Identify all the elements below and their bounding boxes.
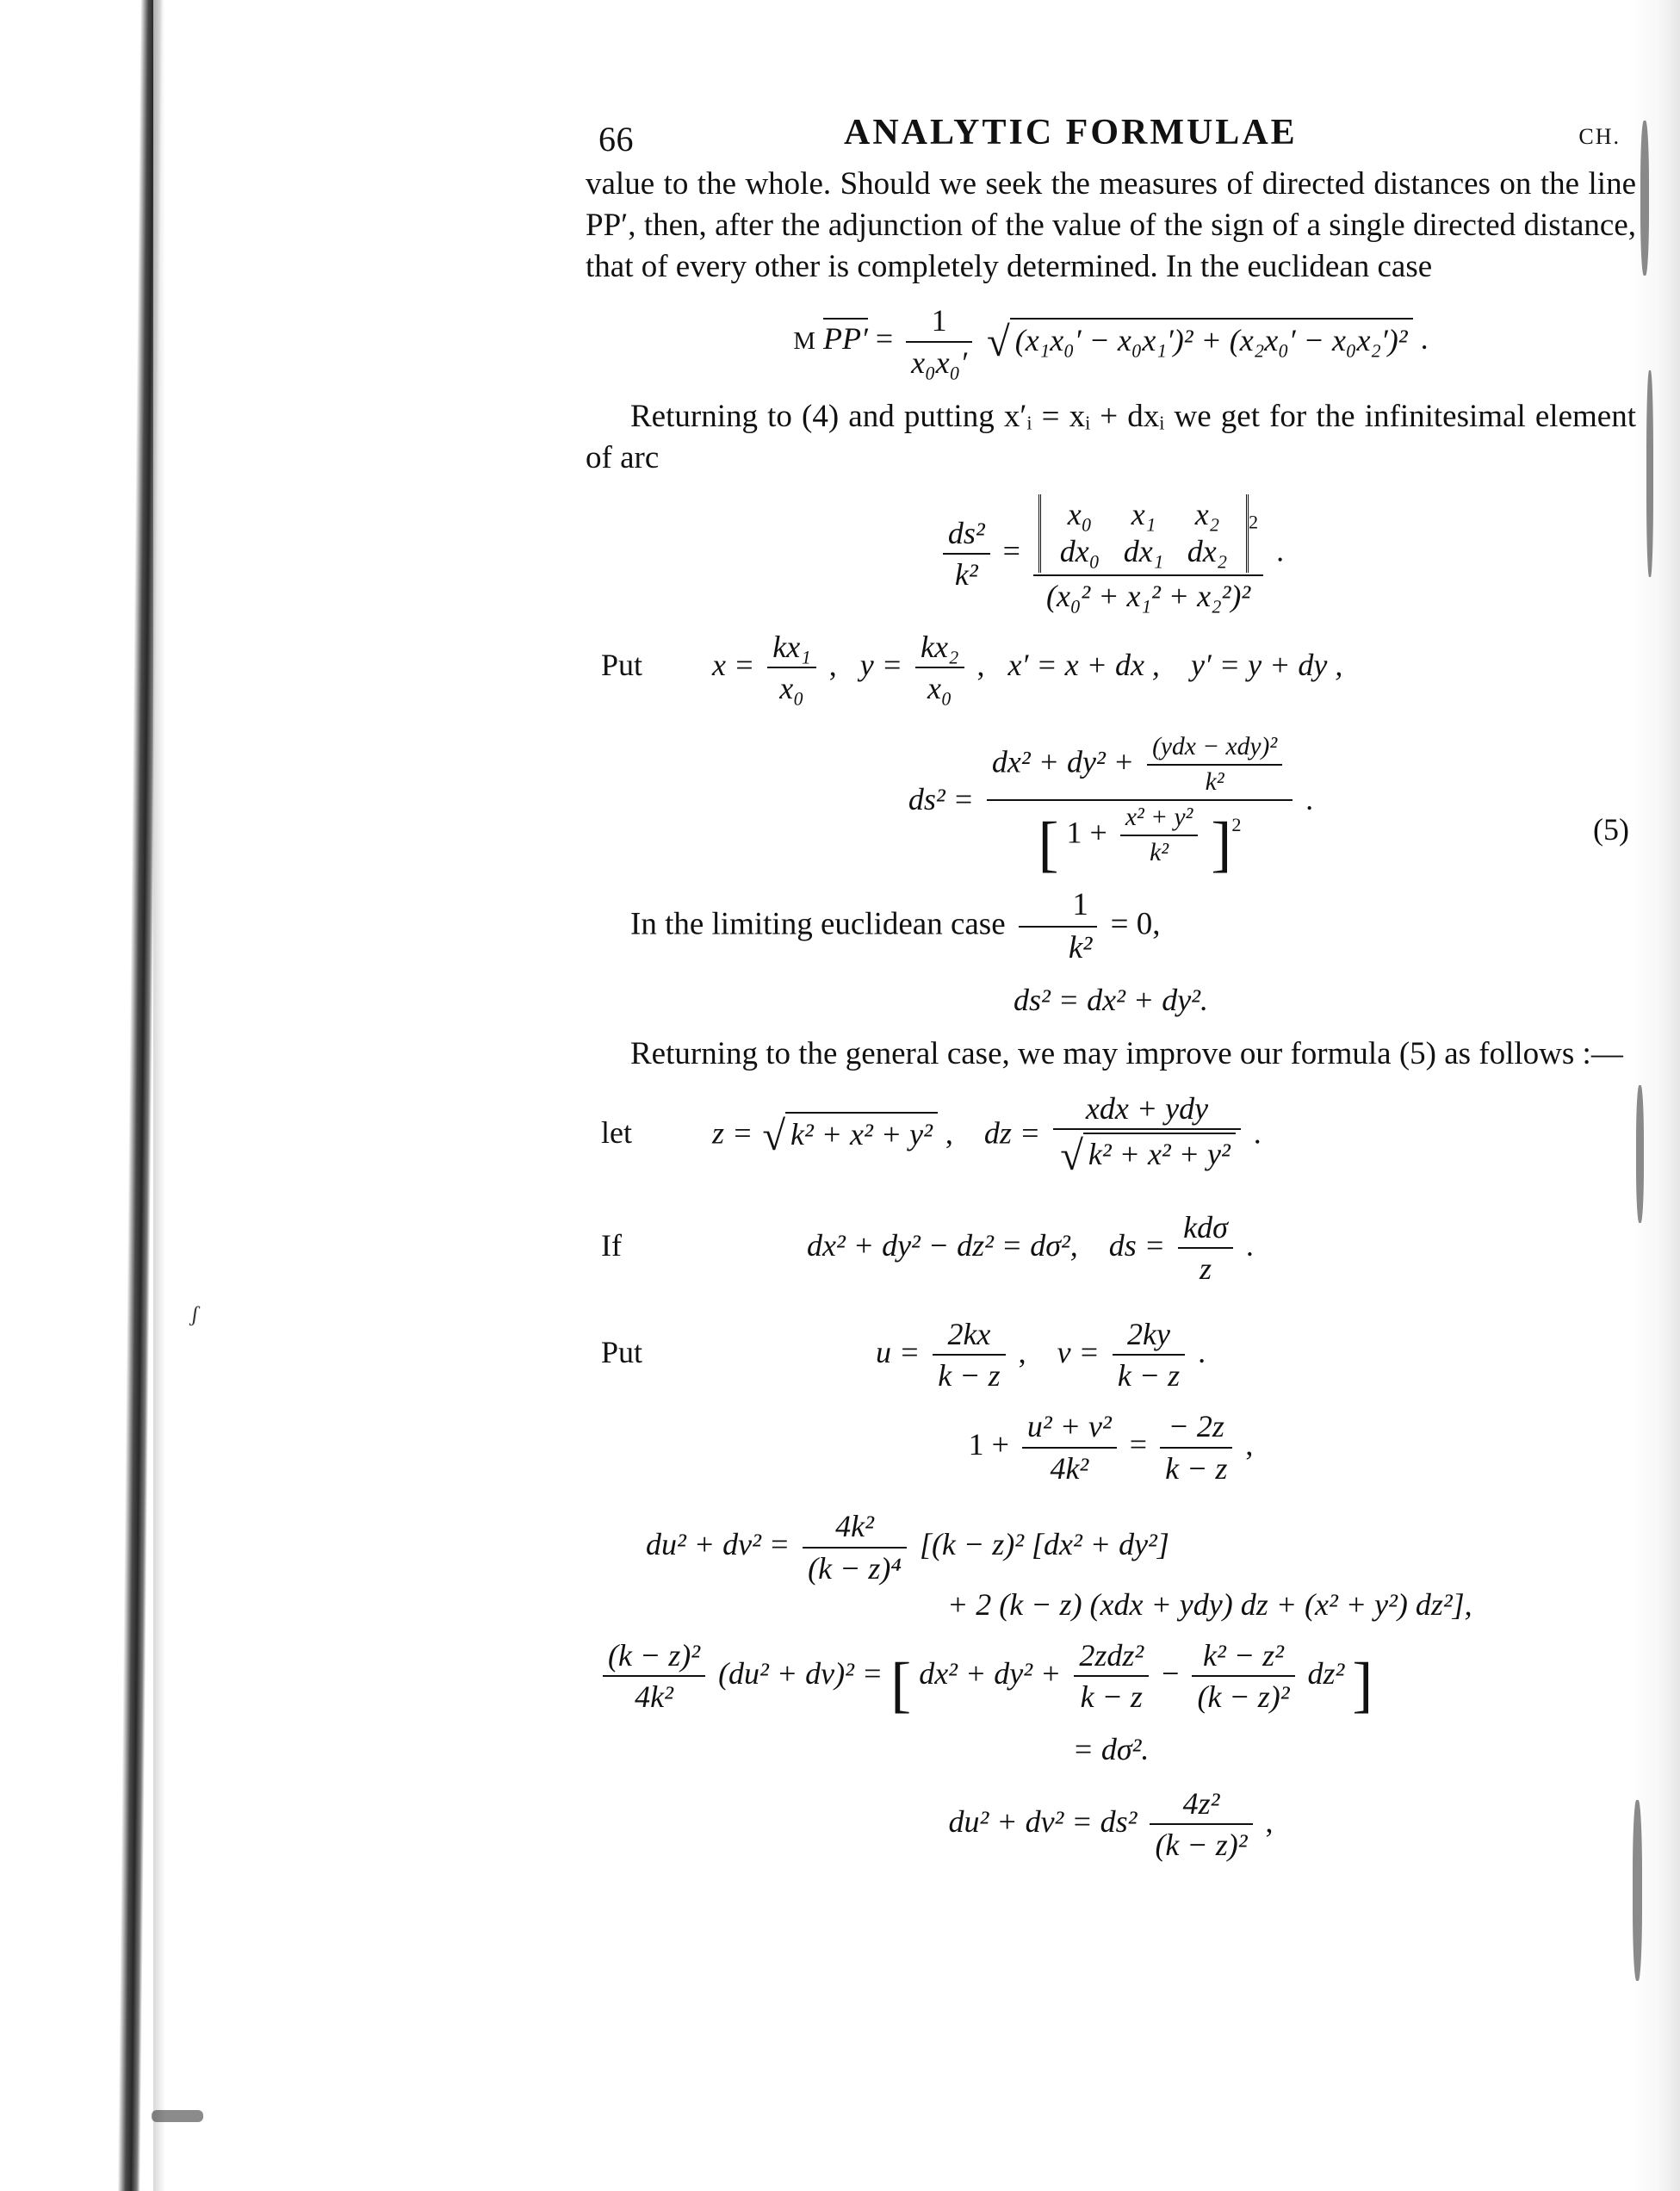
comma: , — [828, 648, 852, 683]
bracket-exponent: 2 — [1231, 813, 1242, 835]
radical-sign: √ — [762, 1112, 785, 1159]
fraction-numerator — [1033, 494, 1263, 575]
let-label: let — [601, 1114, 632, 1150]
z-equals: z = — [712, 1114, 753, 1150]
fraction-numerator: 1 — [1019, 887, 1098, 928]
bracket-open: [ — [1038, 809, 1059, 878]
inner-fraction — [1147, 733, 1282, 798]
fraction-denominator: x₀x₀′ — [911, 344, 968, 380]
fraction-numerator — [987, 733, 1293, 801]
eq-period: . — [1245, 1227, 1254, 1263]
x-prime-expr: x′ = x + dx , — [1007, 648, 1160, 683]
fraction-numerator: (k − z)² — [603, 1638, 705, 1677]
dz-fraction — [1053, 1091, 1241, 1181]
lhs-fraction — [1022, 1409, 1117, 1487]
equation-ds2-over-k2 — [586, 494, 1636, 614]
fraction-numerator: 2zdz² — [1074, 1638, 1149, 1677]
fraction-numerator: x² + y² — [1120, 804, 1199, 836]
eq-period: . — [1305, 781, 1314, 816]
equation-mpp — [586, 303, 1636, 381]
matrix-exponent: 2 — [1248, 511, 1259, 533]
fraction-denominator: (k − z)⁴ — [808, 1550, 902, 1586]
fraction-denominator: 4k² — [635, 1679, 673, 1715]
matrix-cell: dx₂ — [1187, 534, 1228, 569]
radical-sign: √ — [1060, 1132, 1083, 1179]
equation-put-substitution — [586, 630, 1636, 707]
page-number: 66 — [598, 120, 634, 158]
limiting-suffix: = 0, — [1110, 906, 1161, 942]
dz-equals: dz = — [983, 1114, 1041, 1150]
edge-speck — [1646, 370, 1653, 577]
equation-equals-dsigma — [586, 1731, 1636, 1767]
eq-fraction — [906, 303, 972, 381]
equation-if — [586, 1210, 1636, 1288]
page-header — [586, 103, 1636, 164]
fraction-denominator — [987, 801, 1293, 878]
ds-equals: ds = — [1108, 1227, 1166, 1263]
denominator-terms: 1 + — [1066, 815, 1107, 850]
fraction-denominator: k² — [1150, 838, 1169, 866]
fraction-denominator: k − z — [1117, 1357, 1181, 1393]
comma: , — [976, 648, 1001, 683]
comma: , — [1245, 1427, 1254, 1462]
eq-period: . — [1253, 1114, 1262, 1150]
rhs-fraction — [1033, 494, 1263, 614]
fraction-numerator: 4z² — [1150, 1786, 1252, 1825]
fraction-denominator: x₀ — [779, 671, 804, 706]
square-root — [985, 318, 1413, 366]
x-equals: x = — [712, 648, 755, 683]
fraction-denominator: k − z — [1080, 1679, 1143, 1715]
y-prime-expr: y′ = y + dy , — [1190, 648, 1343, 683]
fraction-numerator: ds² — [943, 516, 990, 555]
fraction-numerator: − 2z — [1160, 1409, 1232, 1448]
rhs-fraction — [1160, 1409, 1232, 1487]
if-lhs: dx² + dy² − dz² = dσ², — [807, 1227, 1078, 1263]
lhs-tail: (du² + dv)² = — [718, 1656, 883, 1691]
eq-m-prefix: M — [793, 327, 815, 356]
bracket-body-line2: + 2 (k − z) (xdx + ydy) dz + (x² + y²) dz²], — [947, 1586, 1472, 1622]
matrix-cell: dx₁ — [1123, 534, 1164, 569]
fraction-numerator: kdσ — [1178, 1210, 1233, 1249]
limiting-prefix: In the limiting euclidean case — [630, 906, 1006, 942]
bracket-open: [ — [890, 1650, 912, 1720]
u-fraction — [933, 1317, 1005, 1394]
fraction-numerator: kx₂ — [915, 630, 964, 668]
fraction-numerator: 1 — [906, 303, 972, 342]
euclidean-ds2: ds² = dx² + dy². — [1014, 983, 1208, 1018]
radicand: k² + x² + y² — [1083, 1133, 1236, 1172]
fraction-numerator: kx₁ — [767, 630, 815, 668]
eq-lhs: PP′ — [823, 318, 868, 357]
lhs-fraction — [943, 516, 990, 593]
final-fraction — [1150, 1786, 1252, 1864]
fraction-denominator: 4k² — [1050, 1450, 1089, 1486]
put-label: Put — [601, 648, 643, 683]
fraction-denominator: x₀ — [927, 671, 952, 706]
v-equals: v = — [1057, 1334, 1100, 1369]
fraction-numerator: k² − z² — [1192, 1638, 1294, 1677]
bracket-close: ] — [1211, 809, 1232, 878]
if-label: If — [601, 1227, 622, 1263]
fraction-denominator: k − z — [1165, 1450, 1228, 1486]
paragraph-4: Returning to the general case, we may improve our formula (5) as follows :— — [630, 1036, 1623, 1072]
fraction-numerator: 2kx — [933, 1317, 1005, 1356]
fraction-denominator: (k − z)² — [1155, 1828, 1248, 1863]
equation-line — [586, 1509, 1636, 1586]
eq5-main-fraction — [987, 732, 1293, 878]
comma: , — [1018, 1334, 1026, 1369]
matrix-row — [1048, 533, 1239, 570]
square-root — [1058, 1133, 1236, 1181]
determinant-matrix — [1038, 494, 1249, 572]
minus-sign: − — [1162, 1656, 1180, 1691]
matrix-cell: x₁ — [1131, 497, 1156, 532]
square-root — [760, 1112, 938, 1160]
fraction-numerator: (ydx − xdy)² — [1147, 733, 1282, 766]
term-4: dz² — [1307, 1656, 1345, 1691]
paragraph-3 — [586, 887, 1636, 966]
edge-speck — [1640, 121, 1649, 276]
radicand: (x₁x₀′ − x₀x₁′)² + (x₂x₀′ − x₀x₂′)² — [1010, 318, 1413, 358]
eq5-lhs: ds² = — [908, 781, 974, 816]
edge-speck — [152, 2110, 203, 2122]
fraction-denominator: k − z — [938, 1357, 1001, 1393]
chapter-label: CH. — [1578, 124, 1621, 149]
equation-du2-dv2 — [586, 1509, 1636, 1623]
limit-fraction — [1019, 887, 1098, 966]
bracket-close: ] — [1352, 1650, 1373, 1720]
fraction-denominator: k² — [1068, 929, 1093, 965]
paragraph-1: value to the whole. Should we seek the measures of directed distances on the line PP′, then, after the adjunction of the value of the sign of a single directed distance, that of every other is completely determined. In the euclidean case — [586, 166, 1636, 285]
ds-fraction — [1178, 1210, 1233, 1288]
one-plus: 1 + — [968, 1427, 1009, 1462]
fraction-denominator — [1053, 1130, 1241, 1181]
equation-kz-du — [586, 1637, 1636, 1720]
put-label: Put — [601, 1334, 643, 1369]
fraction-denominator: (k − z)² — [1197, 1679, 1290, 1715]
equation-number: (5) — [1593, 812, 1629, 847]
equation-put-uv — [586, 1317, 1636, 1394]
equation-5 — [586, 732, 1636, 878]
comma: , — [1265, 1803, 1274, 1839]
prefactor-fraction — [803, 1509, 907, 1586]
bracket-body-line1: [(k − z)² [dx² + dy²] — [919, 1527, 1169, 1562]
fraction-denominator: k² — [1205, 767, 1224, 796]
fraction-denominator: z — [1199, 1251, 1212, 1287]
numerator-terms: dx² + dy² + — [991, 744, 1135, 779]
comma: , — [945, 1114, 953, 1150]
matrix-row — [1048, 496, 1239, 533]
fraction-numerator: 4k² — [803, 1509, 907, 1548]
fraction-numerator: xdx + ydy — [1053, 1091, 1241, 1130]
page-gutter-fade — [153, 0, 165, 2191]
edge-speck — [1636, 1085, 1644, 1223]
term-3-fraction — [1192, 1638, 1294, 1716]
equation-one-plus — [586, 1409, 1636, 1487]
radicand: k² + x² + y² — [785, 1112, 938, 1152]
running-head: ANALYTIC FORMULAE — [844, 113, 1298, 152]
fraction-denominator: k² — [954, 557, 978, 593]
prefactor-fraction — [603, 1638, 705, 1716]
term-2-fraction — [1074, 1638, 1149, 1716]
du2dv2-lhs: du² + dv² = — [646, 1527, 790, 1562]
equals-dsigma: = dσ². — [1072, 1731, 1150, 1766]
matrix-cell: x₀ — [1067, 497, 1093, 532]
x-fraction — [767, 630, 815, 707]
inner-fraction — [1120, 804, 1199, 868]
margin-annotation: ʃ — [189, 1300, 201, 1327]
paragraph-2: Returning to (4) and putting x′ᵢ = xᵢ + dxᵢ we get for the infinitesimal element of arc — [586, 399, 1636, 476]
eq-period: . — [1198, 1334, 1206, 1369]
eq-equals: = — [1002, 533, 1020, 568]
fraction-numerator: 2ky — [1113, 1317, 1185, 1356]
page-content — [586, 103, 1636, 1879]
matrix-cell: x₂ — [1194, 497, 1220, 532]
term-1: dx² + dy² + — [919, 1656, 1062, 1691]
equation-final — [586, 1786, 1636, 1864]
eq-equals: = — [875, 321, 894, 357]
y-fraction — [915, 630, 964, 707]
v-fraction — [1113, 1317, 1185, 1394]
y-equals: y = — [859, 648, 903, 683]
equation-euclidean-ds2 — [586, 982, 1636, 1018]
matrix-cell: dx₀ — [1059, 534, 1100, 569]
radical-sign: √ — [987, 319, 1010, 366]
eq-period: . — [1276, 533, 1285, 568]
final-lhs: du² + dv² = ds² — [948, 1803, 1138, 1839]
equation-let-z — [586, 1091, 1636, 1181]
fraction-denominator: (x₀² + x₁² + x₂²)² — [1045, 578, 1251, 613]
eq-period: . — [1420, 321, 1429, 357]
fraction-numerator: u² + v² — [1022, 1409, 1117, 1448]
eq-equals: = — [1129, 1427, 1148, 1462]
u-equals: u = — [876, 1334, 921, 1369]
